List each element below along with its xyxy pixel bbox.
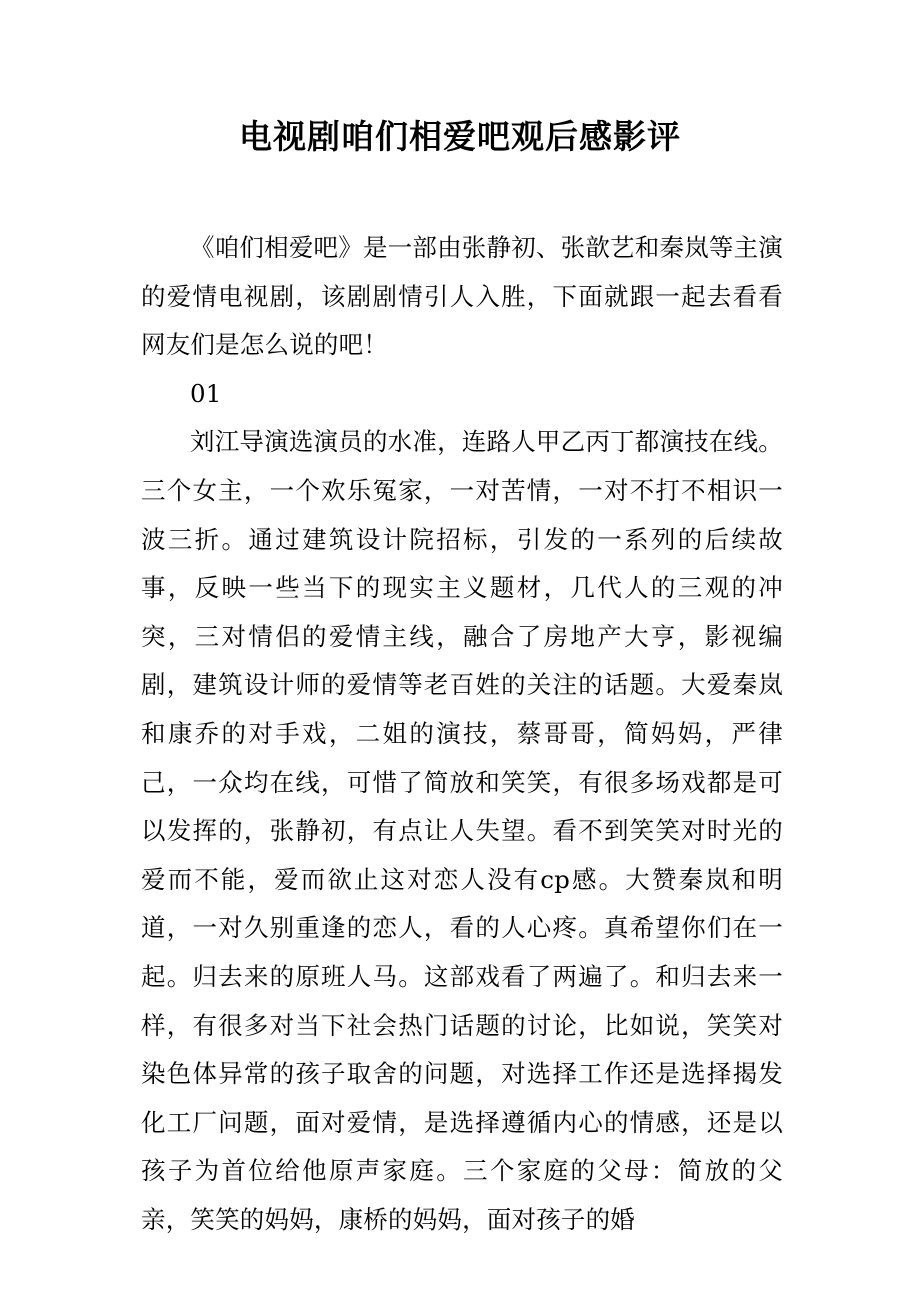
page-title: 电视剧咱们相爱吧观后感影评	[239, 117, 681, 156]
intro-paragraph: 《咱们相爱吧》是一部由张静初、张歆艺和秦岚等主演的爱情电视剧，该剧剧情引人入胜，下面就跟一起去看看网友们是怎么说的吧！	[141, 233, 783, 360]
review-paragraph: 刘江导演选演员的水准，连路人甲乙丙丁都演技在线。三个女主，一个欢乐冤家，一对苦情，一对不打不相识一波三折。通过建筑设计院招标，引发的一系列的后续故事，反映一些当下的现实主义题材，几代人的三观的冲突，三对情侣的爱情主线，融合了房地产大亨，影视编剧，建筑设计师的爱情等老百姓的关注的话题。大爱秦岚和康乔的对手戏，二姐的演技，蔡哥哥，简妈妈，严律己，一众均在线，可惜了简放和笑笑，有很多场戏都是可以发挥的，张静初，有点让人失望。看不到笑笑对时光的爱而不能，爱而欲止这对恋人没有cp感。大赞秦岚和明道，一对久别重逢的恋人，看的人心疼。真希望你们在一起。归去来的原班人马。这部戏看了两遍了。和归去来一样，有很多对当下社会热门话题的讨论，比如说，笑笑对染色体异常的孩子取舍的问题，对选择工作还是选择揭发化工厂问题，面对爱情，是选择遵循内心的情感，还是以孩子为首位给他原声家庭。三个家庭的父母：简放的父亲，笑笑的妈妈，康桥的妈妈，面对孩子的婚	[141, 427, 783, 1234]
article-body	[141, 224, 783, 1244]
section-number: 01	[190, 378, 222, 408]
